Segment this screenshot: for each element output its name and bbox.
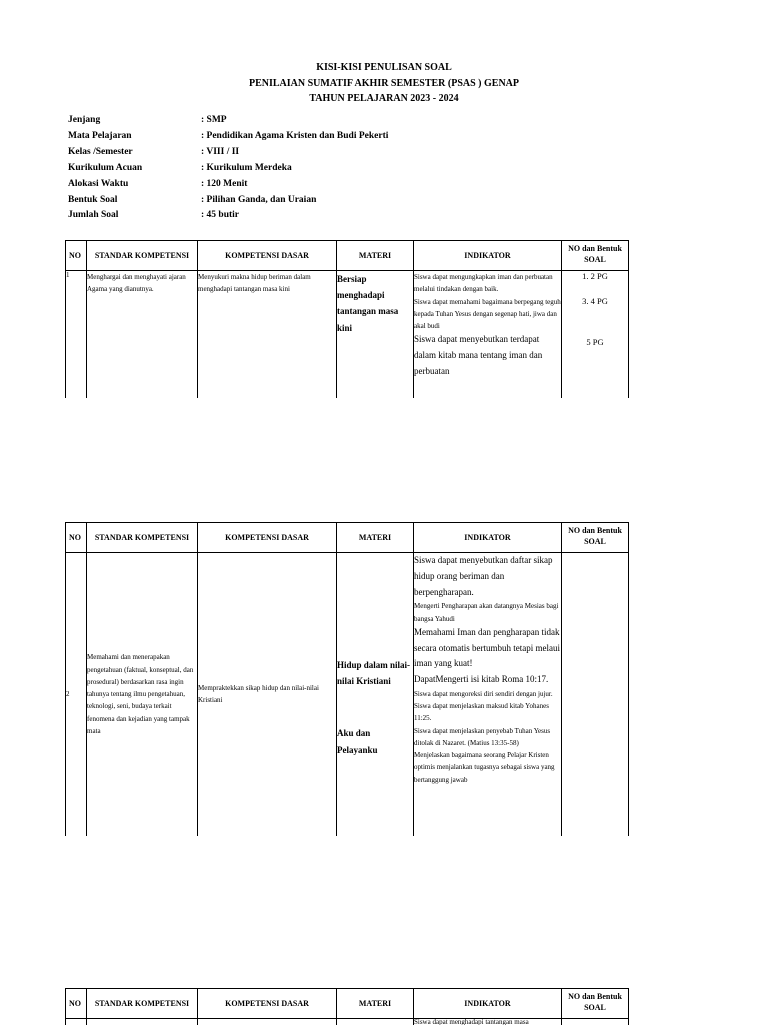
- cell-indikator: Siswa dapat mengungkapkan iman dan perbuatan melalui tindakan dengan baik. Siswa dapat memahami bagaimana berpegang teguh kepada Tuhan Yesus dengan segenap hati, jiwa dan akal budi Siswa dapat menyebutkan terdapat dalam kitab mana tentang iman dan perbuatan: [414, 271, 562, 398]
- cell-no: 1: [66, 271, 87, 398]
- doc-title-line2: PENILAIAN SUMATIF AKHIR SEMESTER (PSAS ) GENAP: [0, 78, 768, 89]
- col-materi: MATERI: [337, 241, 414, 271]
- table-header-row: [66, 989, 629, 1019]
- col-no: NO: [66, 523, 87, 553]
- cell-standar-kompetensi: Memahami dan menerapakan pengetahuan (faktual, konseptual, dan prosedural) berdasarkan rasa ingin tahunya tentang ilmu pengetahuan, teknologi, seni, budaya terkait fenomena dan kejadian yang tampak mata: [87, 553, 198, 836]
- cell-no-soal: [562, 553, 629, 836]
- cell-standar-kompetensi: Menghargai dan menghayati ajaran Agama yang dianutnya.: [87, 271, 198, 398]
- table-row: [66, 271, 629, 398]
- col-indikator: INDIKATOR: [414, 523, 562, 553]
- col-kompetensi-dasar: KOMPETENSI DASAR: [198, 523, 337, 553]
- cell-materi: Bersiap menghadapi tantangan masa kini: [337, 271, 414, 398]
- col-no: NO: [66, 989, 87, 1019]
- table-header-row: [66, 523, 629, 553]
- kisi-table-3: [65, 988, 629, 1025]
- col-standar-kompetensi: STANDAR KOMPETENSI: [87, 241, 198, 271]
- col-indikator: INDIKATOR: [414, 241, 562, 271]
- cell-kompetensi-dasar: Mempraktekkan sikap hidup dan nilai-nilai Kristiani: [198, 553, 337, 836]
- col-indikator: INDIKATOR: [414, 989, 562, 1019]
- col-kompetensi-dasar: KOMPETENSI DASAR: [198, 241, 337, 271]
- col-no-bentuk-soal: NO dan Bentuk SOAL: [562, 241, 629, 271]
- cell-indikator: Siswa dapat menghadapi tantangan masa: [414, 1019, 562, 1025]
- col-standar-kompetensi: STANDAR KOMPETENSI: [87, 989, 198, 1019]
- col-no: NO: [66, 241, 87, 271]
- kisi-table-1: [65, 240, 629, 398]
- kisi-table-2: [65, 522, 629, 836]
- col-kompetensi-dasar: KOMPETENSI DASAR: [198, 989, 337, 1019]
- cell-indikator: Siswa dapat menyebutkan daftar sikap hidup orang beriman dan berpengharapan. Mengerti Pengharapan akan datangnya Mesias bagi bangsa Yahudi Memahami Iman dan pengharapan tidak secara otomatis bertumbuh tetapi melaui iman yang kuat! DapatMengerti isi kitab Roma 10:17. Siswa dapat mengoreksi diri sendiri dengan jujur. Siswa dapat menjelaskan maksud kitab Yohanes 11:25. Siswa dapat menjelaskan penyebab Tuhan Yesus ditolak di Nazaret. (Matius 13:35-58) Menjelaskan bagaimana seorang Pelajar Kristen optimis menjalankan tugasnya sebagai siswa yang bertanggung jawab: [414, 553, 562, 836]
- doc-title-line1: KISI-KISI PENULISAN SOAL: [0, 62, 768, 73]
- table-row: [66, 1019, 629, 1025]
- table-row: [66, 553, 629, 836]
- col-no-bentuk-soal: NO dan Bentuk SOAL: [562, 523, 629, 553]
- cell-materi: Hidup dalam nilai-nilai Kristiani Aku dan Pelayanku: [337, 553, 414, 836]
- cell-no: 2: [66, 553, 87, 836]
- doc-title-line3: TAHUN PELAJARAN 2023 - 2024: [0, 93, 768, 104]
- table-header-row: [66, 241, 629, 271]
- col-no-bentuk-soal: NO dan Bentuk SOAL: [562, 989, 629, 1019]
- col-materi: MATERI: [337, 523, 414, 553]
- col-materi: MATERI: [337, 989, 414, 1019]
- cell-no-soal: 1. 2 PG 3. 4 PG 5 PG: [562, 271, 629, 398]
- cell-kompetensi-dasar: Menyukuri makna hidup beriman dalam menghadapi tantangan masa kini: [198, 271, 337, 398]
- col-standar-kompetensi: STANDAR KOMPETENSI: [87, 523, 198, 553]
